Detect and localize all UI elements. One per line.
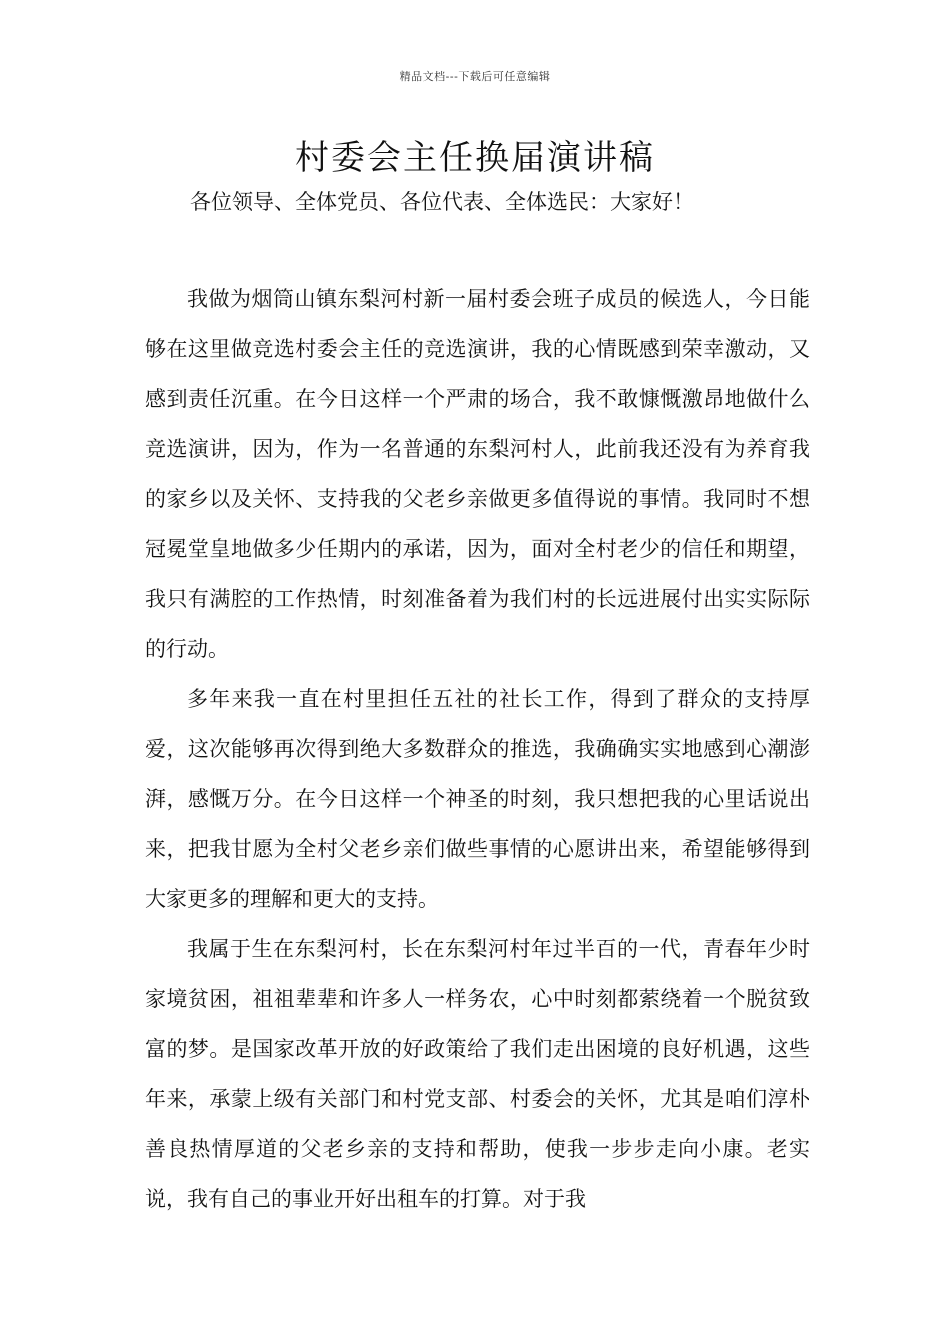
paragraph-3: 我属于生在东梨河村，长在东梨河村年过半百的一代，青春年少时家境贫困，祖祖辈辈和许多人一样务农，心中时刻都萦绕着一个脱贫致富的梦。是国家改革开放的好政策给了我们走出困境的良好机遇，这些年来，承蒙上级有关部门和村党支部、村委会的关怀，尤其是咱们淳朴善良热情厚道的父老乡亲的支持和帮助，使我一步步走向小康。老实说，我有自己的事业开好出租车的打算。对于我: [145, 937, 810, 1211]
document-title: 村委会主任换届演讲稿: [295, 138, 655, 178]
document-body: [145, 274, 810, 1224]
header-note: 精品文档---下载后可任意编辑: [399, 70, 551, 83]
salutation: 各位领导、全体党员、各位代表、全体选民：大家好！: [190, 190, 694, 214]
paragraph-1: 我做为烟筒山镇东梨河村新一届村委会班子成员的候选人，今日能够在这里做竞选村委会主任的竞选演讲，我的心情既感到荣幸激动，又感到责任沉重。在今日这样一个严肃的场合，我不敢慷慨激昂地做什么竞选演讲，因为，作为一名普通的东梨河村人，此前我还没有为养育我的家乡以及关怀、支持我的父老乡亲做更多值得说的事情。我同时不想冠冕堂皇地做多少任期内的承诺，因为，面对全村老少的信任和期望，我只有满腔的工作热情，时刻准备着为我们村的长远进展付出实实际际的行动。: [145, 287, 810, 661]
paragraph-2: 多年来我一直在村里担任五社的社长工作，得到了群众的支持厚爱，这次能够再次得到绝大多数群众的推选，我确确实实地感到心潮澎湃，感慨万分。在今日这样一个神圣的时刻，我只想把我的心里话说出来，把我甘愿为全村父老乡亲们做些事情的心愿讲出来，希望能够得到大家更多的理解和更大的支持。: [145, 687, 810, 911]
